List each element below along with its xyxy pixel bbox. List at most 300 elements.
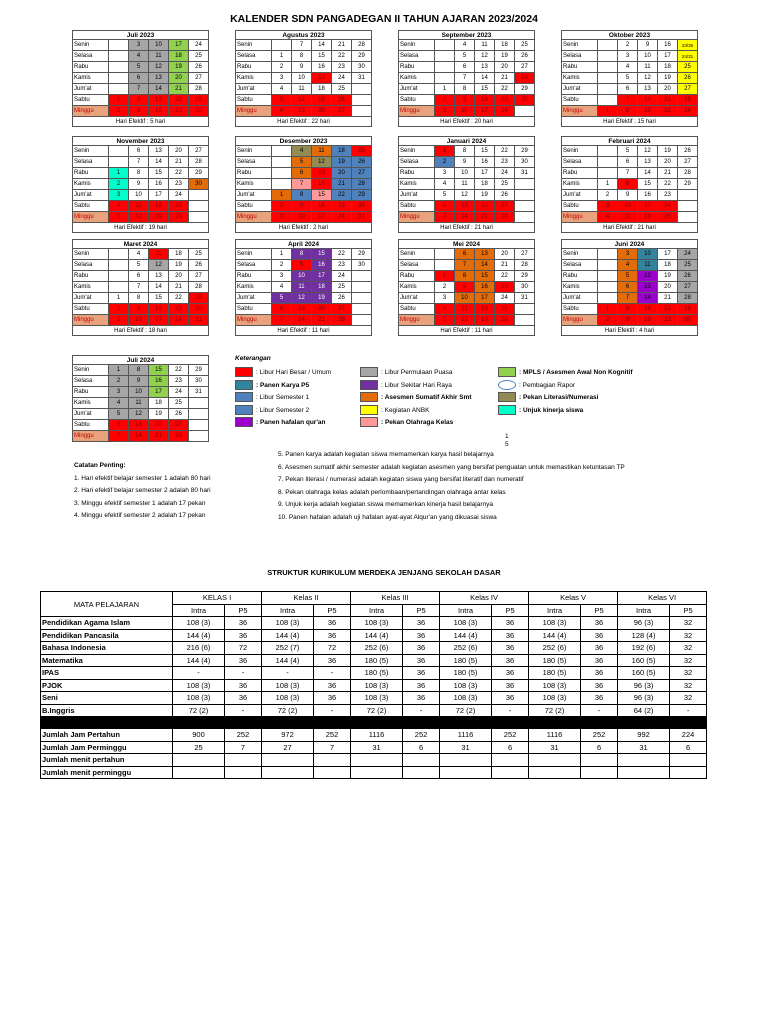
date-cell: 25	[169, 201, 189, 212]
date-cell	[515, 106, 535, 117]
date-cell: 27	[332, 106, 352, 117]
table-row	[41, 692, 707, 705]
day-name: Jum'at	[73, 190, 109, 201]
date-cell: 15	[475, 84, 495, 95]
date-cell: 5	[455, 51, 475, 62]
date-cell: 2	[618, 40, 638, 51]
date-cell: 21	[658, 95, 678, 106]
date-cell: 19	[495, 51, 515, 62]
date-cell: 13	[129, 420, 149, 431]
date-cell: 2	[598, 190, 618, 201]
month-calendar	[72, 30, 209, 127]
date-cell	[435, 62, 455, 73]
date-cell: 26	[678, 146, 698, 157]
hours-cell: 192 (6)	[618, 642, 670, 655]
date-cell: 1	[109, 293, 129, 304]
date-cell: 10	[292, 212, 312, 223]
date-cell: 6	[455, 249, 475, 260]
effective-days-label: Hari Efektif : 15 hari	[561, 117, 698, 127]
hours-cell: 72	[314, 642, 351, 655]
date-cell: 11	[129, 398, 149, 409]
effective-days-label: Hari Efektif : 21 hari	[561, 223, 698, 233]
table-row	[41, 679, 707, 692]
date-cell: 2	[435, 157, 455, 168]
legend-label: : Pekan Olahraga Kelas	[381, 419, 454, 426]
legend-swatch	[498, 367, 516, 377]
note-item: 4. Minggu efektif semester 2 adalah 17 pekan	[74, 512, 206, 519]
total-cell: 252	[581, 729, 618, 742]
date-cell: 23	[169, 376, 189, 387]
legend-label: : Libur Hari Besar / Umum	[256, 369, 332, 376]
date-cell: 3	[598, 201, 618, 212]
total-cell	[314, 766, 351, 779]
hours-cell: 36	[581, 667, 618, 680]
date-cell: 7	[129, 282, 149, 293]
date-cell: 10	[455, 293, 475, 304]
total-cell	[581, 754, 618, 767]
date-cell: 7	[109, 431, 129, 442]
class-header: Kelas III	[351, 592, 440, 605]
legend-item	[235, 417, 325, 428]
date-cell: 17	[475, 168, 495, 179]
legend-item	[360, 417, 453, 428]
total-cell	[670, 766, 707, 779]
date-cell: 11	[638, 260, 658, 271]
date-cell	[598, 51, 618, 62]
date-cell: 8	[292, 190, 312, 201]
date-cell: 9	[129, 106, 149, 117]
date-cell: 16	[312, 260, 332, 271]
hours-cell: 144 (4)	[351, 629, 403, 642]
hours-cell: -	[492, 704, 529, 717]
total-cell	[351, 766, 403, 779]
notes-left	[74, 460, 211, 523]
date-cell: 16	[475, 95, 495, 106]
total-cell	[262, 754, 314, 767]
date-cell	[352, 293, 372, 304]
date-cell: 4	[129, 51, 149, 62]
hours-cell: 180 (5)	[529, 667, 581, 680]
hours-cell: 36	[225, 629, 262, 642]
day-name: Selasa	[399, 51, 435, 62]
note-item: 7. Pekan literasi / numerasi adalah kegiatan siswa yang bersifat literatif dan numeratif	[278, 476, 524, 483]
class-header: Kelas IV	[440, 592, 529, 605]
date-cell: 16	[312, 201, 332, 212]
hours-cell: 144 (4)	[529, 629, 581, 642]
date-cell: 11	[638, 62, 658, 73]
total-cell	[225, 766, 262, 779]
date-cell: 29	[678, 106, 698, 117]
date-cell: 24	[189, 40, 209, 51]
total-cell	[173, 754, 225, 767]
date-cell: 9	[129, 304, 149, 315]
date-cell	[189, 431, 209, 442]
date-cell: 24	[495, 168, 515, 179]
hours-cell: 108 (3)	[529, 617, 581, 630]
day-name: Rabu	[236, 271, 272, 282]
date-cell: 12	[475, 51, 495, 62]
date-cell: 18	[475, 304, 495, 315]
hours-cell: 36	[492, 692, 529, 705]
day-name: Jum'at	[562, 190, 598, 201]
legend-item	[235, 405, 309, 416]
hours-cell: 108 (3)	[262, 617, 314, 630]
legend-item	[498, 367, 633, 378]
day-name: Jum'at	[399, 190, 435, 201]
date-cell: 19	[169, 260, 189, 271]
date-cell: 27	[678, 84, 698, 95]
date-cell: 30	[515, 157, 535, 168]
date-cell: 6	[618, 157, 638, 168]
date-cell: 13	[292, 106, 312, 117]
day-name: Minggu	[562, 106, 598, 117]
date-cell: 22	[495, 271, 515, 282]
date-cell: 30	[189, 376, 209, 387]
date-cell: 21	[658, 168, 678, 179]
day-name: Jum'at	[236, 190, 272, 201]
day-name: Jum'at	[73, 409, 109, 420]
month-day-table	[398, 248, 535, 326]
document-title: KALENDER SDN PANGADEGAN II TAHUN AJARAN 2023/2024	[230, 13, 538, 25]
date-cell: 27	[515, 249, 535, 260]
hours-cell: 108 (3)	[351, 679, 403, 692]
total-cell	[262, 766, 314, 779]
date-cell: 13	[475, 62, 495, 73]
day-name: Sabtu	[236, 95, 272, 106]
date-cell: 17	[475, 293, 495, 304]
day-name: Kamis	[562, 73, 598, 84]
date-cell: 24	[658, 201, 678, 212]
date-cell: 16	[312, 62, 332, 73]
hours-cell: 36	[403, 679, 440, 692]
hours-cell: 108 (3)	[173, 679, 225, 692]
day-name: Kamis	[399, 73, 435, 84]
date-cell: 18	[312, 282, 332, 293]
date-cell: 10	[455, 106, 475, 117]
intra-header: Intra	[173, 604, 225, 617]
date-cell: 10	[638, 249, 658, 260]
day-name: Sabtu	[399, 201, 435, 212]
date-cell: 4	[435, 179, 455, 190]
date-cell	[515, 190, 535, 201]
legend-label: : Libur Permulaan Puasa	[381, 369, 453, 376]
date-cell: 21	[475, 212, 495, 223]
date-cell	[189, 420, 209, 431]
day-name: Kamis	[73, 398, 109, 409]
day-name: Sabtu	[73, 201, 109, 212]
subject-name: Pendidikan Pancasila	[41, 629, 173, 642]
date-cell: 12	[129, 409, 149, 420]
date-cell: 11	[475, 40, 495, 51]
date-cell: 30	[515, 95, 535, 106]
date-cell: 29	[189, 95, 209, 106]
month-calendar	[398, 239, 535, 336]
hours-cell: 36	[314, 679, 351, 692]
date-cell: 3	[109, 315, 129, 326]
date-cell	[352, 95, 372, 106]
date-cell: 29	[515, 84, 535, 95]
legend-label: : Libur Semester 2	[256, 406, 310, 414]
date-cell: 18	[332, 146, 352, 157]
total-cell: 31	[529, 741, 581, 754]
date-cell: 2	[272, 62, 292, 73]
date-cell: 5	[129, 260, 149, 271]
hours-cell: 36	[225, 679, 262, 692]
hours-cell: 36	[403, 617, 440, 630]
date-cell: 22	[495, 146, 515, 157]
date-cell: 15	[149, 95, 169, 106]
day-name: Kamis	[236, 282, 272, 293]
date-cell: 8	[455, 84, 475, 95]
month-day-table	[72, 39, 209, 117]
date-cell: 19	[658, 146, 678, 157]
total-cell: 6	[403, 741, 440, 754]
date-cell: 21	[495, 73, 515, 84]
day-name: Kamis	[399, 179, 435, 190]
date-cell: 7	[455, 73, 475, 84]
date-cell: 20	[169, 73, 189, 84]
date-cell: 17	[475, 106, 495, 117]
date-cell: 12	[149, 62, 169, 73]
total-cell	[403, 754, 440, 767]
hours-cell: 96 (3)	[618, 617, 670, 630]
date-cell: 22	[658, 179, 678, 190]
page-number-bottom: 5	[505, 441, 509, 448]
hours-cell: 36	[581, 654, 618, 667]
date-cell: 30	[189, 179, 209, 190]
class-header: Kelas VI	[618, 592, 707, 605]
date-cell: 15	[638, 304, 658, 315]
date-cell: 25	[678, 260, 698, 271]
date-cell: 2	[109, 179, 129, 190]
date-cell: 24	[332, 212, 352, 223]
date-cell: 7	[292, 40, 312, 51]
date-cell: 10	[149, 40, 169, 51]
date-cell: 23	[332, 201, 352, 212]
day-name: Senin	[399, 249, 435, 260]
date-cell: 27	[515, 62, 535, 73]
date-cell: 28	[515, 260, 535, 271]
day-name: Rabu	[399, 62, 435, 73]
date-cell	[435, 260, 455, 271]
total-cell: 252	[492, 729, 529, 742]
date-cell: 8	[129, 168, 149, 179]
total-label: Jumlah Jam Perminggu	[41, 741, 173, 754]
hours-cell: 36	[403, 692, 440, 705]
date-cell: 11	[292, 84, 312, 95]
date-cell	[109, 282, 129, 293]
hours-cell: 36	[492, 654, 529, 667]
month-calendar	[235, 239, 372, 336]
hours-cell: -	[581, 704, 618, 717]
date-cell: 20	[169, 271, 189, 282]
date-cell: 27	[332, 304, 352, 315]
effective-days-label: Hari Efektif : 11 hari	[235, 326, 372, 336]
day-name: Sabtu	[399, 95, 435, 106]
date-cell: 6	[129, 73, 149, 84]
hours-cell: 36	[492, 629, 529, 642]
date-cell: 1	[435, 271, 455, 282]
date-cell: 27	[169, 420, 189, 431]
date-cell: 12	[312, 157, 332, 168]
class-header: Kelas V	[529, 592, 618, 605]
legend-swatch	[360, 367, 378, 377]
date-cell: 19	[312, 293, 332, 304]
date-cell: 2	[435, 95, 455, 106]
hours-cell: 108 (3)	[529, 679, 581, 692]
date-cell: 20	[312, 106, 332, 117]
date-cell: 6	[272, 304, 292, 315]
table-row	[41, 642, 707, 655]
date-cell: 18	[658, 62, 678, 73]
date-cell: 7	[618, 168, 638, 179]
legend-label: : Panen Karya P5	[256, 381, 310, 389]
day-name: Rabu	[73, 387, 109, 398]
intra-header: Intra	[440, 604, 492, 617]
table-row	[41, 704, 707, 717]
subject-name: Bahasa Indonesia	[41, 642, 173, 655]
day-name: Rabu	[562, 168, 598, 179]
date-cell: 11	[312, 146, 332, 157]
hours-cell: 36	[403, 642, 440, 655]
date-cell: 23	[169, 106, 189, 117]
day-name: Minggu	[399, 106, 435, 117]
date-cell: 11	[149, 249, 169, 260]
total-cell: 6	[581, 741, 618, 754]
legend-swatch	[360, 405, 378, 415]
date-cell: 22	[169, 365, 189, 376]
legend-swatch	[235, 405, 253, 415]
date-cell: 12	[292, 95, 312, 106]
day-name: Jum'at	[73, 293, 109, 304]
date-cell: 6	[272, 106, 292, 117]
date-cell: 21	[312, 315, 332, 326]
total-cell	[225, 754, 262, 767]
date-cell	[109, 84, 129, 95]
date-cell: 10	[129, 315, 149, 326]
date-cell	[109, 73, 129, 84]
date-cell: 7	[618, 293, 638, 304]
hours-cell: 32	[670, 667, 707, 680]
month-calendar	[72, 239, 209, 336]
month-calendar	[72, 136, 209, 233]
date-cell: 11	[618, 212, 638, 223]
month-title: Oktober 2023	[561, 30, 698, 39]
date-cell: 5	[109, 409, 129, 420]
date-cell	[598, 73, 618, 84]
date-cell: 13	[455, 201, 475, 212]
date-cell: 2	[109, 304, 129, 315]
date-cell: 7	[618, 95, 638, 106]
hours-cell: -	[225, 704, 262, 717]
legend-label: : Kegiatan ANBK	[381, 406, 430, 414]
date-cell: 30	[189, 304, 209, 315]
date-cell: 2	[272, 201, 292, 212]
date-cell: 25	[189, 51, 209, 62]
hours-cell: -	[314, 667, 351, 680]
hours-cell: 72 (2)	[440, 704, 492, 717]
day-name: Selasa	[73, 260, 109, 271]
hours-cell: 32	[670, 654, 707, 667]
day-name: Senin	[73, 40, 109, 51]
date-cell: 1	[272, 190, 292, 201]
date-cell: 4	[435, 304, 455, 315]
legend-label: : MPLS / Asesmen Awal Non Kognitif	[519, 369, 633, 376]
effective-days-label: Hari Efektif : 11 hari	[398, 326, 535, 336]
date-cell: 4	[455, 40, 475, 51]
date-cell: 20	[495, 62, 515, 73]
day-name: Minggu	[73, 212, 109, 223]
table-row	[41, 617, 707, 630]
date-cell: 28	[678, 293, 698, 304]
hours-cell: 108 (3)	[173, 692, 225, 705]
day-name: Rabu	[399, 168, 435, 179]
date-cell: 20	[169, 146, 189, 157]
day-name: Senin	[73, 365, 109, 376]
date-cell	[272, 157, 292, 168]
date-cell: 27	[352, 168, 372, 179]
date-cell: 2	[109, 376, 129, 387]
date-cell	[352, 315, 372, 326]
day-name: Selasa	[562, 260, 598, 271]
total-cell	[670, 754, 707, 767]
date-cell: 5	[618, 271, 638, 282]
date-cell: 13	[149, 73, 169, 84]
total-cell	[618, 754, 670, 767]
total-cell	[581, 766, 618, 779]
date-cell: 18	[149, 398, 169, 409]
day-name: Kamis	[562, 282, 598, 293]
date-cell: 23	[495, 282, 515, 293]
date-cell	[598, 62, 618, 73]
month-title: Maret 2024	[72, 239, 209, 248]
date-cell: 27	[495, 201, 515, 212]
p5-header: P5	[670, 604, 707, 617]
month-day-table	[235, 145, 372, 223]
hours-cell: 36	[403, 629, 440, 642]
day-name: Rabu	[399, 271, 435, 282]
date-cell	[515, 179, 535, 190]
date-cell: 13	[149, 146, 169, 157]
total-cell	[529, 766, 581, 779]
day-name: Minggu	[562, 212, 598, 223]
subject-name: PJOK	[41, 679, 173, 692]
hours-cell: 96 (3)	[618, 692, 670, 705]
day-name: Rabu	[562, 271, 598, 282]
total-cell	[314, 754, 351, 767]
day-name: Senin	[236, 249, 272, 260]
date-cell	[352, 106, 372, 117]
date-cell: 17	[149, 387, 169, 398]
date-cell: 3	[109, 190, 129, 201]
date-cell: 8	[292, 249, 312, 260]
day-name: Jum'at	[236, 84, 272, 95]
intra-header: Intra	[529, 604, 581, 617]
total-label: Jumlah menit pertahun	[41, 754, 173, 767]
date-cell: 26	[495, 190, 515, 201]
day-name: Sabtu	[562, 95, 598, 106]
date-cell: 27	[189, 146, 209, 157]
subject-name: Pendidikan Agama Islam	[41, 617, 173, 630]
date-cell: 17	[312, 73, 332, 84]
date-cell: 2	[435, 282, 455, 293]
note-item: 3. Minggu efektif semester 1 adalah 17 pekan	[74, 499, 206, 507]
date-cell: 16	[149, 376, 169, 387]
total-cell: 31	[351, 741, 403, 754]
legend-swatch	[498, 380, 516, 390]
date-cell: 31	[352, 73, 372, 84]
date-cell: 5	[435, 190, 455, 201]
